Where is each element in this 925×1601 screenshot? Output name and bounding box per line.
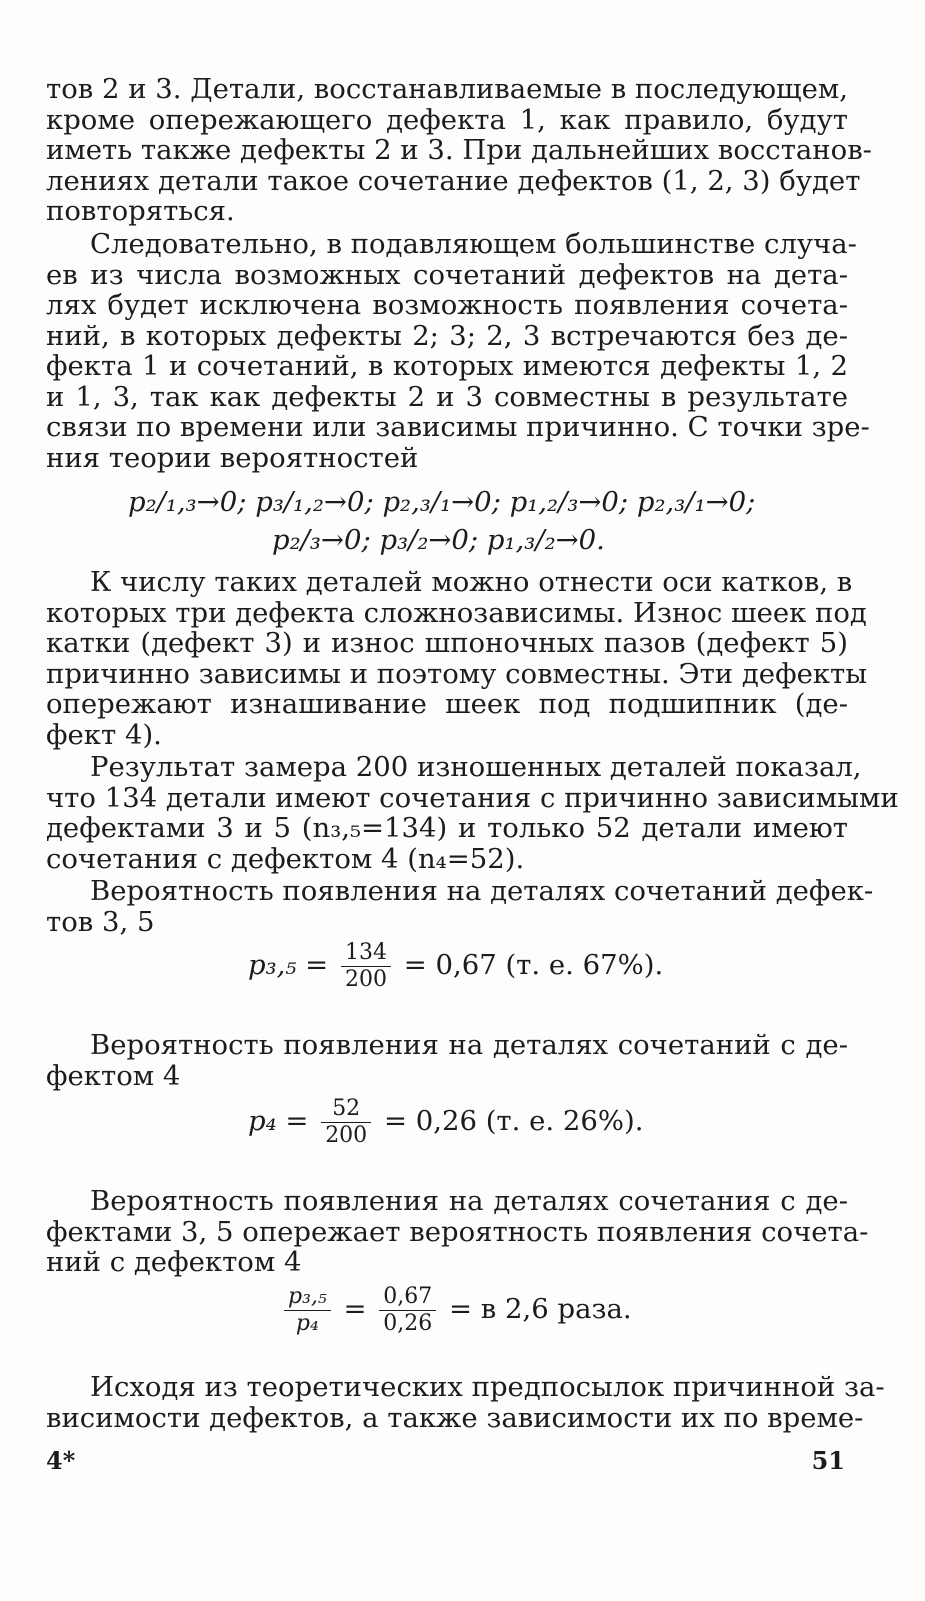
fraction-denominator: 0,26 <box>383 1311 433 1336</box>
paragraph-4 <box>46 751 899 875</box>
text-line: которых три дефекта сложнозависимы. Износ шеек под <box>46 596 867 629</box>
formula-conditional-line-1: p₂/₁,₃→0; p₃/₁,₂→0; p₂,₃/₁→0; p₁,₂/₃→0; p₂,₃/₁→0; <box>128 486 756 518</box>
text-line: лях будет исключена возможность появления сочета- <box>46 289 848 321</box>
formula-p4: p₄ = $\frac{52}{200}$ = 0,26 (т. е. 26%). <box>248 1096 644 1148</box>
text-line: тов 3, 5 <box>46 905 155 938</box>
text-line: повторяться. <box>46 195 235 227</box>
fraction <box>321 1096 371 1149</box>
text-line: и 1, 3, так как дефекты 2 и 3 совместны в результате <box>46 380 848 413</box>
text-line: что 134 детали имеют сочетания с причинно зависимыми <box>46 781 899 814</box>
text-line: ев из числа возможных сочетаний дефектов на дета- <box>46 258 848 291</box>
text-line: фект 4). <box>46 718 162 751</box>
text-line: ний, в которых дефекты 2; 3; 2, 3 встречаются без де- <box>46 319 848 352</box>
fraction-numerator: 0,67 <box>379 1284 436 1311</box>
text-line: кроме опережающего дефекта 1, как правило, будут <box>46 103 848 136</box>
text-line: Вероятность появления на деталях сочетания с де- <box>90 1185 848 1217</box>
formula-lhs: p₄ <box>248 1105 277 1137</box>
text-line: ний с дефектом 4 <box>46 1246 302 1278</box>
paragraph-7 <box>46 1185 869 1278</box>
text-line: Исходя из теоретических предпосылок причинной за- <box>90 1371 885 1403</box>
paragraph-8 <box>46 1371 885 1434</box>
fraction <box>341 940 391 993</box>
paragraph-2 <box>46 228 870 474</box>
text-line: Следовательно, в подавляющем большинстве случа- <box>90 228 857 260</box>
paragraph-1 <box>46 73 872 227</box>
fraction-denominator: 200 <box>344 967 387 992</box>
text-line: опережают изнашивание шеек под подшипник (де- <box>46 688 848 720</box>
fraction-denominator: 200 <box>325 1123 368 1148</box>
formula-rhs: = 0,26 (т. е. 26%). <box>383 1105 644 1137</box>
paragraph-3 <box>46 566 868 751</box>
fraction-numerator: p₃,₅ <box>284 1284 331 1311</box>
formula-rhs: = 0,67 (т. е. 67%). <box>403 949 664 981</box>
formula-lhs: p₃,₅ <box>248 949 297 981</box>
paragraph-6 <box>46 1030 848 1091</box>
fraction-numerator: 52 <box>321 1096 371 1123</box>
fraction <box>284 1284 331 1337</box>
text-line: связи по времени или зависимы причинно. С точки зре- <box>46 411 870 443</box>
text-line: фектами 3, 5 опережает вероятность появления сочета- <box>46 1215 869 1248</box>
text-line: К числу таких деталей можно отнести оси катков, в <box>90 566 853 598</box>
text-line: иметь также дефекты 2 и 3. При дальнейших восстанов- <box>46 134 872 166</box>
formula-rhs: = в 2,6 раза. <box>449 1293 632 1325</box>
text-line: лениях детали такое сочетание дефектов (1, 2, 3) будет <box>46 164 861 197</box>
text-line: ния теории вероятностей <box>46 441 419 474</box>
page-number: 51 <box>811 1446 845 1475</box>
formula-conditional-line-2: p₂/₃→0; p₃/₂→0; p₁,₃/₂→0. <box>272 524 605 556</box>
text-line: дефектами 3 и 5 (n₃,₅=134) и только 52 детали имеют <box>46 812 848 844</box>
paragraph-5 <box>46 875 874 938</box>
text-line: сочетания с дефектом 4 (n₄=52). <box>46 842 525 875</box>
text-line: катки (дефект 3) и износ шпоночных пазов (дефект 5) <box>46 627 848 659</box>
text-line: фекта 1 и сочетаний, в которых имеются дефекты 1, 2 <box>46 350 848 382</box>
text-line: Вероятность появления на деталях сочетаний с де- <box>90 1029 848 1061</box>
fraction-numerator: 134 <box>341 940 391 967</box>
formula-ratio: $\frac{\text{p₃,₅}}{\text{p₄}}$ = $\frac{0,67}{0,26}$ = в 2,6 раза. <box>280 1284 632 1337</box>
text-line: фектом 4 <box>46 1059 181 1092</box>
formula-p35: p₃,₅ = $\frac{134}{200}$ = 0,67 (т. е. 67%). <box>248 940 664 992</box>
text-line: причинно зависимы и поэтому совместны. Эти дефекты <box>46 657 868 690</box>
text-line: Вероятность появления на деталях сочетаний дефек- <box>90 875 874 907</box>
signature-mark: 4* <box>46 1446 76 1475</box>
fraction <box>379 1284 436 1337</box>
text-line: Результат замера 200 изношенных деталей показал, <box>90 751 862 783</box>
text-line: висимости дефектов, а также зависимости их по време- <box>46 1401 864 1434</box>
fraction-denominator: p₄ <box>295 1311 319 1336</box>
text-line: тов 2 и 3. Детали, восстанавливаемые в последующем, <box>46 73 848 105</box>
